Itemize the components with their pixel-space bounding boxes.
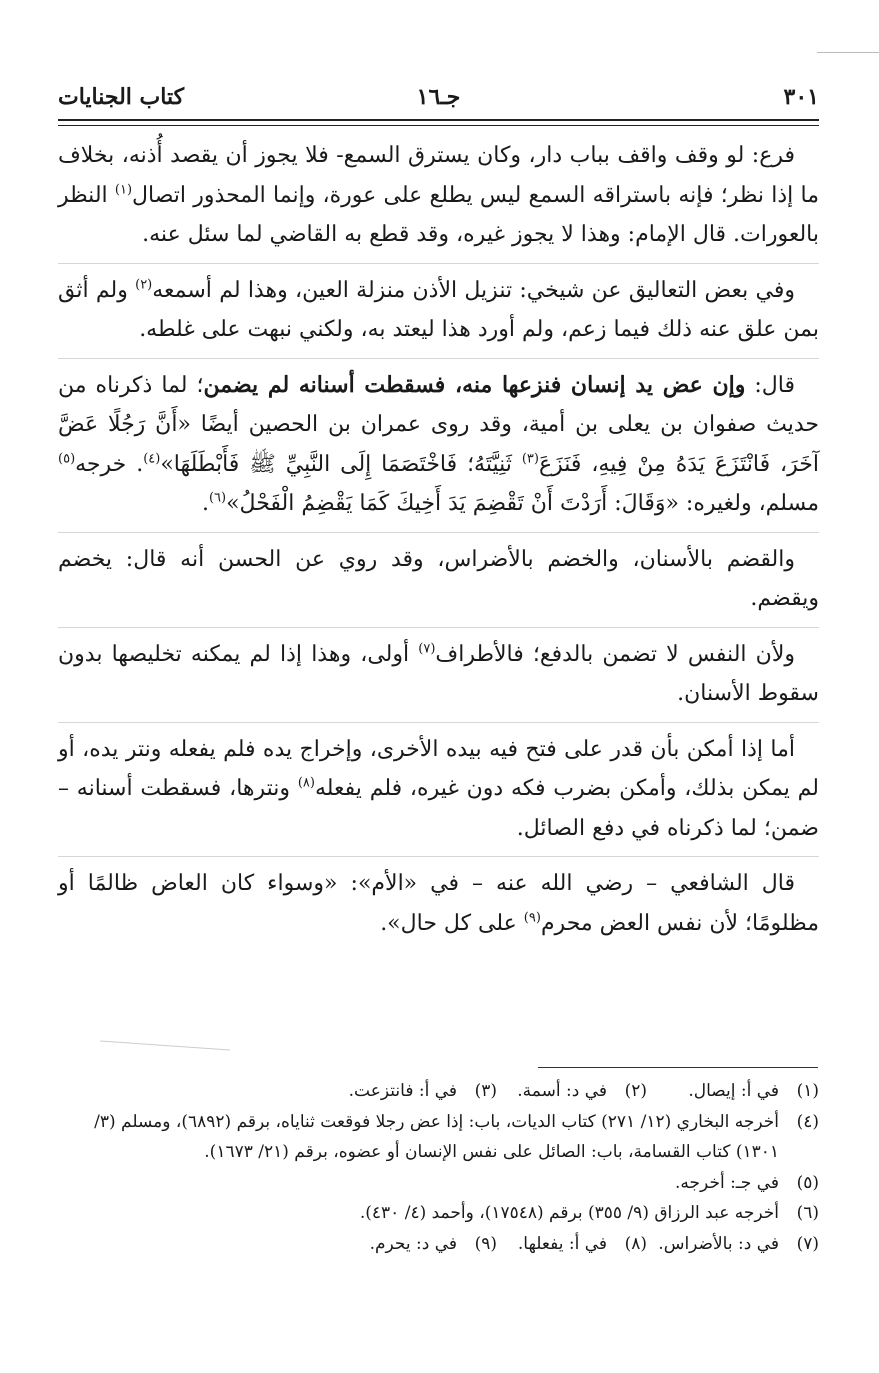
matn-text: وإن عض يد إنسان فنزعها منه، فسقطت أسنانه لم يضمن [203,371,746,398]
footnote-ref[interactable]: (١) [114,182,133,198]
paragraph-separator [58,856,819,857]
footnote-3: (٣)في أ: فانتزعت. [348,1081,497,1101]
footnote-5: (٥)في جـ: أخرجه. [675,1172,819,1193]
header-rule-thick [58,119,819,121]
footnote-1: (١)في أ: إيصال. [688,1081,819,1101]
page-number: ٣٠١ [783,84,819,110]
footnote-row-1-3 [58,1076,819,1107]
footnote-ref[interactable]: (٩) [523,910,541,926]
book-title: كتاب الجنايات [58,84,185,110]
faint-mark [100,1040,230,1050]
paragraph-separator [58,263,819,264]
paragraph-separator [58,627,819,628]
main-text [58,136,819,951]
footnote-ref[interactable]: (٥) [58,451,76,467]
header-rule-thin [58,125,819,126]
paragraph-separator [58,532,819,533]
footnote-9: (٩)في د: يحرم. [369,1233,497,1254]
paragraph-5: ولأن النفس لا تضمن بالدفع؛ فالأطراف$^{(٧)}$ أولى، وهذا إذا لم يمكنه تخليصها بدون سقوط الأسنان. [58,641,819,706]
footnote-row-7-9 [58,1229,819,1260]
volume-label: جـ١٦ [416,84,461,110]
paragraph-7: قال الشافعي – رضي الله عنه – في «الأم»: «وسواء كان العاض ظالمًا أو مظلومًا؛ لأن نفس العض محرم$^{(٩)}$ على كل حال». [58,871,819,936]
footnotes [58,1076,819,1259]
footnote-8: (٨)في أ: يفعلها. [517,1233,647,1254]
footnote-ref[interactable]: (٧) [418,641,436,657]
footnote-4: (٤)أخرجه البخاري (١٢/ ٢٧١) كتاب الديات، باب: إذا عض رجلا فوقعت ثناياه، برقم (٦٨٩٢)، ومسلم (٣/ ١٣٠١) كتاب القسامة، باب: الصائل على نفس الإنسان أو عضوه، برقم (٢١/ ١٦٧٣). [94,1111,819,1162]
paragraph-4: والقضم بالأسنان، والخضم بالأضراس، وقد روي عن الحسن أنه قال: يخضم ويقضم. [58,546,819,611]
footnote-rule [538,1067,818,1068]
paragraph-3: قال: وإن عض يد إنسان فنزعها منه، فسقطت أسنانه لم يضمن؛ لما ذكرناه من حديث صفوان بن يعلى بن أمية، وقد روى عمران بن الحصين أيضًا «أَنَّ رَجُلًا عَضَّ آخَرَ، فَانْتَزَعَ يَدَهُ مِنْ فِيهِ، فَنَزَعَ$^{(٣)}$ ثَنِيَّتَهُ؛ فَاخْتَصَمَا إِلَى النَّبِيِّ ﷺ فَأَبْطَلَهَا»$^{(٤)}$. خرجه$^{(٥)}$ مسلم، ولغيره: «وَقَالَ: أَرَدْتَ أَنْ تَقْضِمَ يَدَ أَخِيكَ كَمَا يَقْضِمُ الْفَحْلُ»$^{(٦)}$. [58,371,819,516]
paragraph-1: فرع: لو وقف واقف بباب دار، وكان يسترق السمع- فلا يجوز أن يقصد أُذنه، بخلاف ما إذا نظر؛ فإنه باستراقه السمع ليس يطلع على عورة، وإنما المحذور اتصال$^{(١)}$ النظر بالعورات. قال الإمام: وهذا لا يجوز غيره، وقد قطع به القاضي لما سئل عنه. [58,143,819,247]
paragraph-separator [58,722,819,723]
footnote-ref[interactable]: (٣) [521,451,539,467]
footnote-7: (٧)في د: بالأضراس. [658,1233,819,1254]
paragraph-6: أما إذا أمكن بأن قدر على فتح فيه بيده الأخرى، وإخراج يده فلم يفعله ونتر يده، أو لم يمكن بذلك، وأمكن بضرب فكه دون غيره، فلم يفعله$^{(٨)}$ ونترها، فسقطت أسنانه – ضمن؛ لما ذكرناه في دفع الصائل. [58,736,819,841]
page-header [58,84,819,114]
footnote-2: (٢)في د: أسمة. [517,1081,647,1101]
paragraph-2: وفي بعض التعاليق عن شيخي: تنزيل الأذن منزلة العين، وهذا لم أسمعه$^{(٢)}$ ولم أثق بمن علق عنه ذلك فيما زعم، ولم أورد هذا ليعتد به، ولكني نبهت على غلطه. [58,277,819,342]
footnote-ref[interactable]: (٤) [143,451,161,467]
footnote-6: (٦)أخرجه عبد الرزاق (٩/ ٣٥٥) برقم (١٧٥٤٨)، وأحمد (٤/ ٤٣٠). [359,1203,819,1223]
paragraph-separator [58,358,819,359]
footnote-ref[interactable]: (٨) [297,775,315,791]
footnote-ref[interactable]: (٦) [208,490,227,506]
corner-line [817,52,879,53]
footnote-ref[interactable]: (٢) [135,277,153,293]
